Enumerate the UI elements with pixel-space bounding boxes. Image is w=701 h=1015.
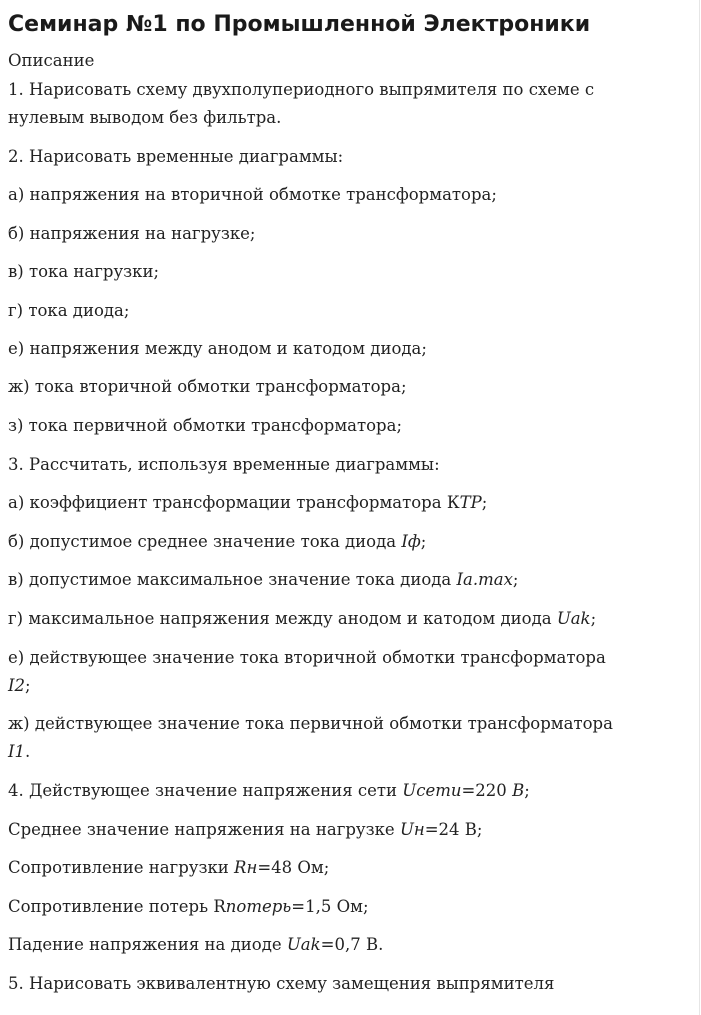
task2-item-d: г) тока диода; (8, 301, 130, 320)
task5-line: 5. Нарисовать эквивалентную схему замещения выпрямителя (8, 974, 555, 993)
load-resistance-symbol: Rн (234, 858, 258, 877)
primary-current-symbol: I1 (8, 742, 26, 761)
task3-item-c (8, 566, 518, 594)
task2-item-g: з) тока первичной обмотки трансформатора; (8, 416, 403, 435)
page-title: Семинар №1 по Промышленной Электроники (8, 12, 591, 37)
task4-mains-text: 4. Действующее значение напряжения сети (8, 781, 403, 800)
task3-item-e-line2 (8, 672, 31, 700)
diode-average-current-symbol: Iф (401, 532, 421, 551)
task4-diode-drop (8, 931, 383, 959)
task4-loss-resistance-text: Сопротивление потерь R (8, 897, 226, 916)
task3-item-c-end: ; (512, 570, 519, 589)
mains-voltage-unit: В (512, 781, 525, 800)
task3-item-f-line2 (8, 738, 30, 766)
task3-item-b-end: ; (420, 532, 427, 551)
task2-item-b: б) напряжения на нагрузке; (8, 224, 256, 243)
task1-line1: 1. Нарисовать схему двухполупериодного выпрямителя по схеме с (8, 80, 595, 99)
task4-load-voltage (8, 816, 482, 844)
task2-item-a: а) напряжения на вторичной обмотке трансформатора; (8, 185, 497, 204)
task4-load-voltage-value: =24 В; (424, 820, 483, 839)
task3-item-a-end: ; (481, 493, 488, 512)
task2-item-e: е) напряжения между анодом и катодом диода; (8, 339, 427, 358)
task3-item-d (8, 605, 596, 633)
task3-item-a (8, 489, 487, 517)
task4-load-voltage-text: Среднее значение напряжения на нагрузке (8, 820, 400, 839)
task3-item-f-end: . (25, 742, 31, 761)
task3-item-d-end: ; (590, 609, 597, 628)
description-label: Описание (8, 51, 95, 70)
task3-item-d-text: г) максимальное напряжения между анодом и катодом диода (8, 609, 557, 628)
task3-item-e-line1: е) действующее значение тока вторичной обмотки трансформатора (8, 648, 606, 667)
task4-diode-drop-text: Падение напряжения на диоде (8, 935, 287, 954)
task3-item-b (8, 528, 426, 556)
task4-mains-end: ; (524, 781, 530, 800)
task4-loss-resistance-value: =1,5 Ом; (291, 897, 369, 916)
task4-loss-resistance (8, 893, 369, 921)
load-voltage-symbol: Uн (399, 820, 425, 839)
transformation-ratio-symbol: ТР (459, 493, 482, 512)
task1-line2: нулевым выводом без фильтра. (8, 108, 282, 127)
task3-heading: 3. Рассчитать, используя временные диаграммы: (8, 455, 440, 474)
task3-item-f-line1: ж) действующее значение тока первичной обмотки трансформатора (8, 714, 613, 733)
mains-voltage-symbol: Uсети (402, 781, 462, 800)
task4-mains-voltage (8, 777, 530, 805)
task3-item-e-end: ; (25, 676, 31, 695)
diode-drop-symbol: Uak (286, 935, 321, 954)
task4-diode-drop-value: =0,7 В. (320, 935, 384, 954)
task2-heading: 2. Нарисовать временные диаграммы: (8, 147, 344, 166)
task4-load-resistance (8, 854, 329, 882)
task3-item-a-text: а) коэффициент трансформации трансформатора К (8, 493, 460, 512)
task3-item-b-text: б) допустимое среднее значение тока диода (8, 532, 402, 551)
task4-load-resistance-text: Сопротивление нагрузки (8, 858, 235, 877)
anode-cathode-voltage-symbol: Uak (556, 609, 591, 628)
task2-item-c: в) тока нагрузки; (8, 262, 160, 281)
diode-max-current-symbol: Ia.max (456, 570, 513, 589)
task4-load-resistance-value: =48 Ом; (257, 858, 330, 877)
secondary-current-symbol: I2 (8, 676, 26, 695)
task3-item-c-text: в) допустимое максимальное значение тока диода (8, 570, 457, 589)
task4-mains-value: =220 (461, 781, 513, 800)
task2-item-f: ж) тока вторичной обмотки трансформатора; (8, 377, 407, 396)
loss-resistance-subscript: потерь (225, 897, 292, 916)
